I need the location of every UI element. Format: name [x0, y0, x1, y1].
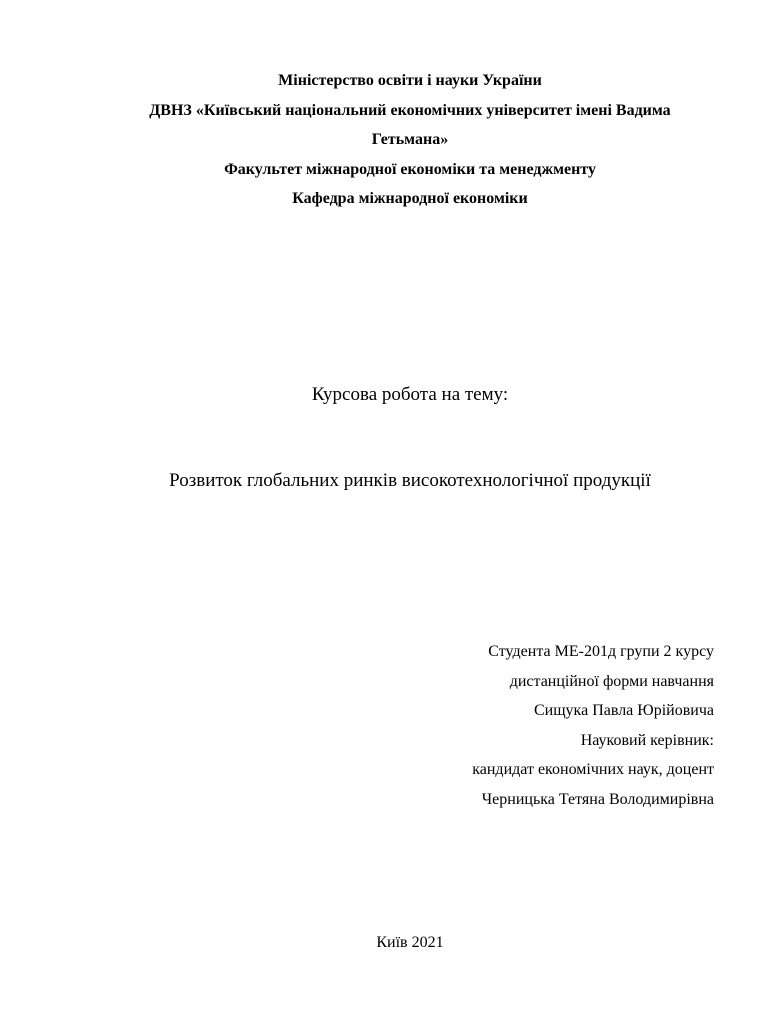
- coursework-title: Розвиток глобальних ринків високотехнологічної продукції: [169, 470, 651, 491]
- supervisor-degree-line: кандидат економічних наук, доцент: [472, 761, 714, 778]
- university-name-line-2: Гетьмана»: [371, 131, 449, 148]
- ministry-name: Міністерство освіти і науки України: [278, 72, 542, 89]
- student-name-line: Сищука Павла Юрійовича: [534, 702, 714, 719]
- supervisor-label: Науковий керівник:: [580, 731, 714, 749]
- university-name-line-1: ДВНЗ «Київський національний економічних університет імені Вадима: [149, 101, 671, 119]
- student-group-line: Студента МЕ-201д групи 2 курсу: [488, 643, 714, 660]
- supervisor-name-line: Черницька Тетяна Володимирівна: [481, 790, 714, 808]
- department-name: Кафедра міжнародної економіки: [292, 190, 528, 207]
- institution-header: [100, 66, 720, 214]
- coursework-label: Курсова робота на тему:: [311, 384, 509, 405]
- faculty-name: Факультет міжнародної економіки та менеджменту: [224, 160, 596, 178]
- city-year: Київ 2021: [376, 934, 444, 951]
- author-info-block: [274, 637, 714, 814]
- study-form-line: дистанційної форми навчання: [509, 672, 714, 690]
